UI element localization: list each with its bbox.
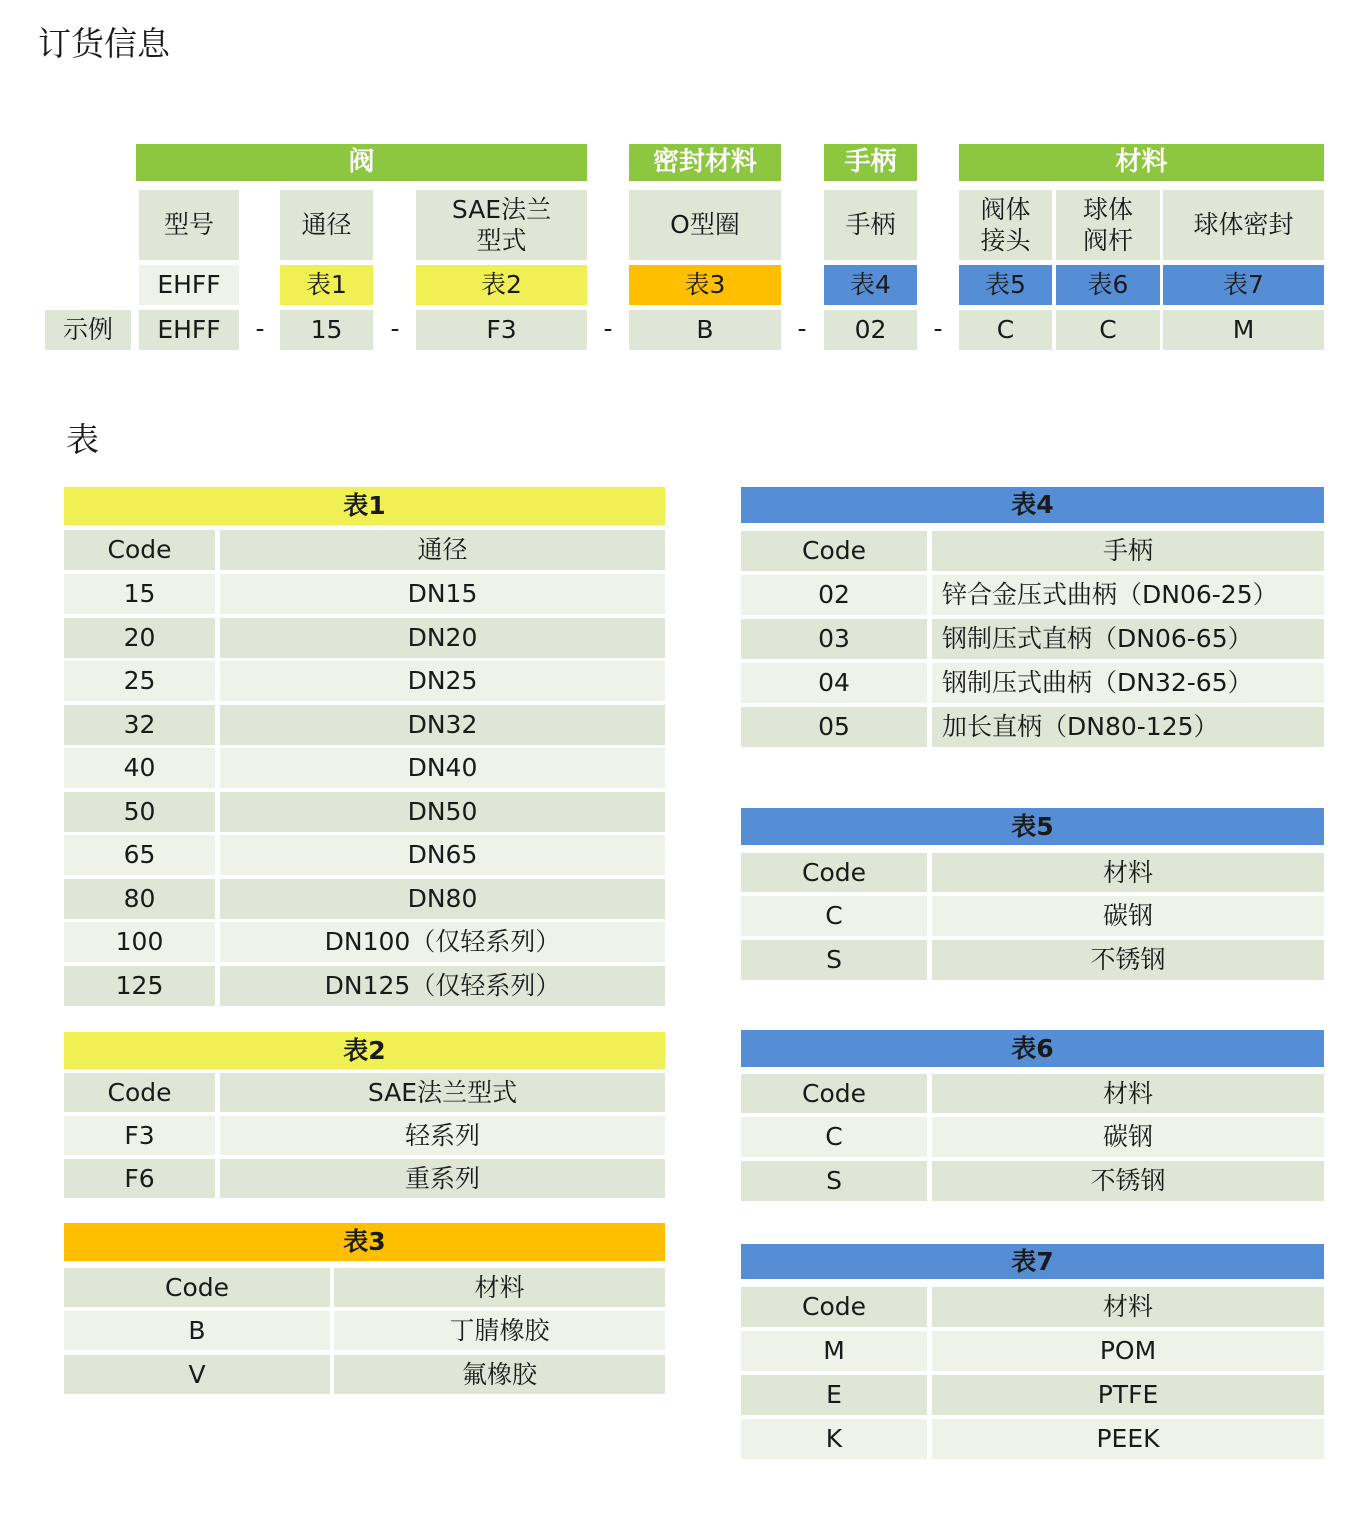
dash: - [797,314,807,343]
header-code: Code [64,530,215,570]
table-title: 表1 [64,487,665,525]
cell-code: 03 [741,619,927,659]
cell-code: K [741,1419,927,1459]
cell-desc: DN125（仅轻系列） [220,966,665,1006]
example-model: EHFF [139,310,239,350]
header-desc: 材料 [932,1074,1324,1113]
ref-model: EHFF [139,265,239,305]
label-bore: 通径 [280,190,373,260]
cell-code: 50 [64,792,215,832]
cell-code: S [741,1161,927,1201]
cell-code: 125 [64,966,215,1006]
cell-desc: 碳钢 [932,1117,1324,1157]
page-title: 订货信息 [38,24,170,63]
cell-desc: DN50 [220,792,665,832]
header-desc: SAE法兰型式 [220,1073,665,1112]
header-code: Code [741,853,927,892]
header-code: Code [64,1073,215,1112]
cell-code: V [64,1355,330,1394]
example-handle: 02 [824,310,917,350]
cell-code: 15 [64,574,215,614]
ref-table4[interactable]: 表4 [824,265,917,305]
group-seal: 密封材料 [629,144,781,181]
example-sae: F3 [416,310,587,350]
cell-desc: 钢制压式曲柄（DN32-65） [932,663,1324,703]
table-title: 表3 [64,1223,665,1261]
cell-desc: 轻系列 [220,1116,665,1155]
cell-desc: PTFE [932,1375,1324,1415]
cell-desc: DN80 [220,879,665,919]
ref-table7[interactable]: 表7 [1163,265,1324,305]
cell-code: 20 [64,618,215,658]
cell-desc: 不锈钢 [932,1161,1324,1201]
ref-table6[interactable]: 表6 [1056,265,1160,305]
cell-desc: 丁腈橡胶 [334,1311,665,1350]
dash: - [933,314,943,343]
tables-title: 表 [66,420,99,459]
cell-code: 32 [64,705,215,745]
cell-code: 02 [741,575,927,615]
group-handle: 手柄 [824,144,917,181]
cell-desc: DN65 [220,835,665,875]
ref-table1[interactable]: 表1 [280,265,373,305]
label-oring: O型圈 [629,190,781,260]
ref-table2[interactable]: 表2 [416,265,587,305]
example-oring: B [629,310,781,350]
header-code: Code [741,531,927,571]
cell-desc: 钢制压式直柄（DN06-65） [932,619,1324,659]
cell-desc: PEEK [932,1419,1324,1459]
group-material: 材料 [959,144,1324,181]
group-valve: 阀 [136,144,587,181]
header-desc: 手柄 [932,531,1324,571]
cell-code: F6 [64,1159,215,1198]
label-handle: 手柄 [824,190,917,260]
cell-desc: 氟橡胶 [334,1355,665,1394]
table-title: 表4 [741,487,1324,523]
ref-table5[interactable]: 表5 [959,265,1052,305]
example-label: 示例 [45,310,131,350]
table-title: 表6 [741,1030,1324,1067]
example-body-joint: C [959,310,1052,350]
cell-desc: 锌合金压式曲柄（DN06-25） [932,575,1324,615]
label-ball-stem: 球体 阀杆 [1056,190,1160,260]
cell-code: 05 [741,707,927,747]
ref-table3[interactable]: 表3 [629,265,781,305]
label-ball-seal: 球体密封 [1163,190,1324,260]
label-body-joint: 阀体 接头 [959,190,1052,260]
dash: - [603,314,613,343]
cell-desc: DN100（仅轻系列） [220,922,665,962]
cell-code: 100 [64,922,215,962]
cell-desc: DN20 [220,618,665,658]
header-code: Code [741,1074,927,1113]
table-title: 表7 [741,1244,1324,1279]
example-ball-stem: C [1056,310,1160,350]
dash: - [255,314,265,343]
cell-code: F3 [64,1116,215,1155]
cell-code: 25 [64,661,215,701]
cell-code: 40 [64,748,215,788]
cell-desc: DN15 [220,574,665,614]
cell-desc: 加长直柄（DN80-125） [932,707,1324,747]
header-desc: 材料 [932,853,1324,892]
header-code: Code [64,1268,330,1307]
cell-desc: DN25 [220,661,665,701]
label-sae: SAE法兰 型式 [416,190,587,260]
cell-code: B [64,1311,330,1350]
cell-desc: 重系列 [220,1159,665,1198]
label-model: 型号 [139,190,239,260]
cell-code: 65 [64,835,215,875]
cell-code: 04 [741,663,927,703]
example-bore: 15 [280,310,373,350]
cell-desc: POM [932,1331,1324,1371]
cell-code: E [741,1375,927,1415]
cell-desc: DN40 [220,748,665,788]
cell-desc: DN32 [220,705,665,745]
cell-desc: 不锈钢 [932,940,1324,980]
table-title: 表2 [64,1032,665,1069]
example-ball-seal: M [1163,310,1324,350]
cell-code: C [741,896,927,936]
cell-code: S [741,940,927,980]
cell-desc: 碳钢 [932,896,1324,936]
cell-code: 80 [64,879,215,919]
header-desc: 材料 [932,1287,1324,1327]
dash: - [390,314,400,343]
cell-code: M [741,1331,927,1371]
cell-code: C [741,1117,927,1157]
header-code: Code [741,1287,927,1327]
header-desc: 材料 [334,1268,665,1307]
header-desc: 通径 [220,530,665,570]
table-title: 表5 [741,808,1324,845]
